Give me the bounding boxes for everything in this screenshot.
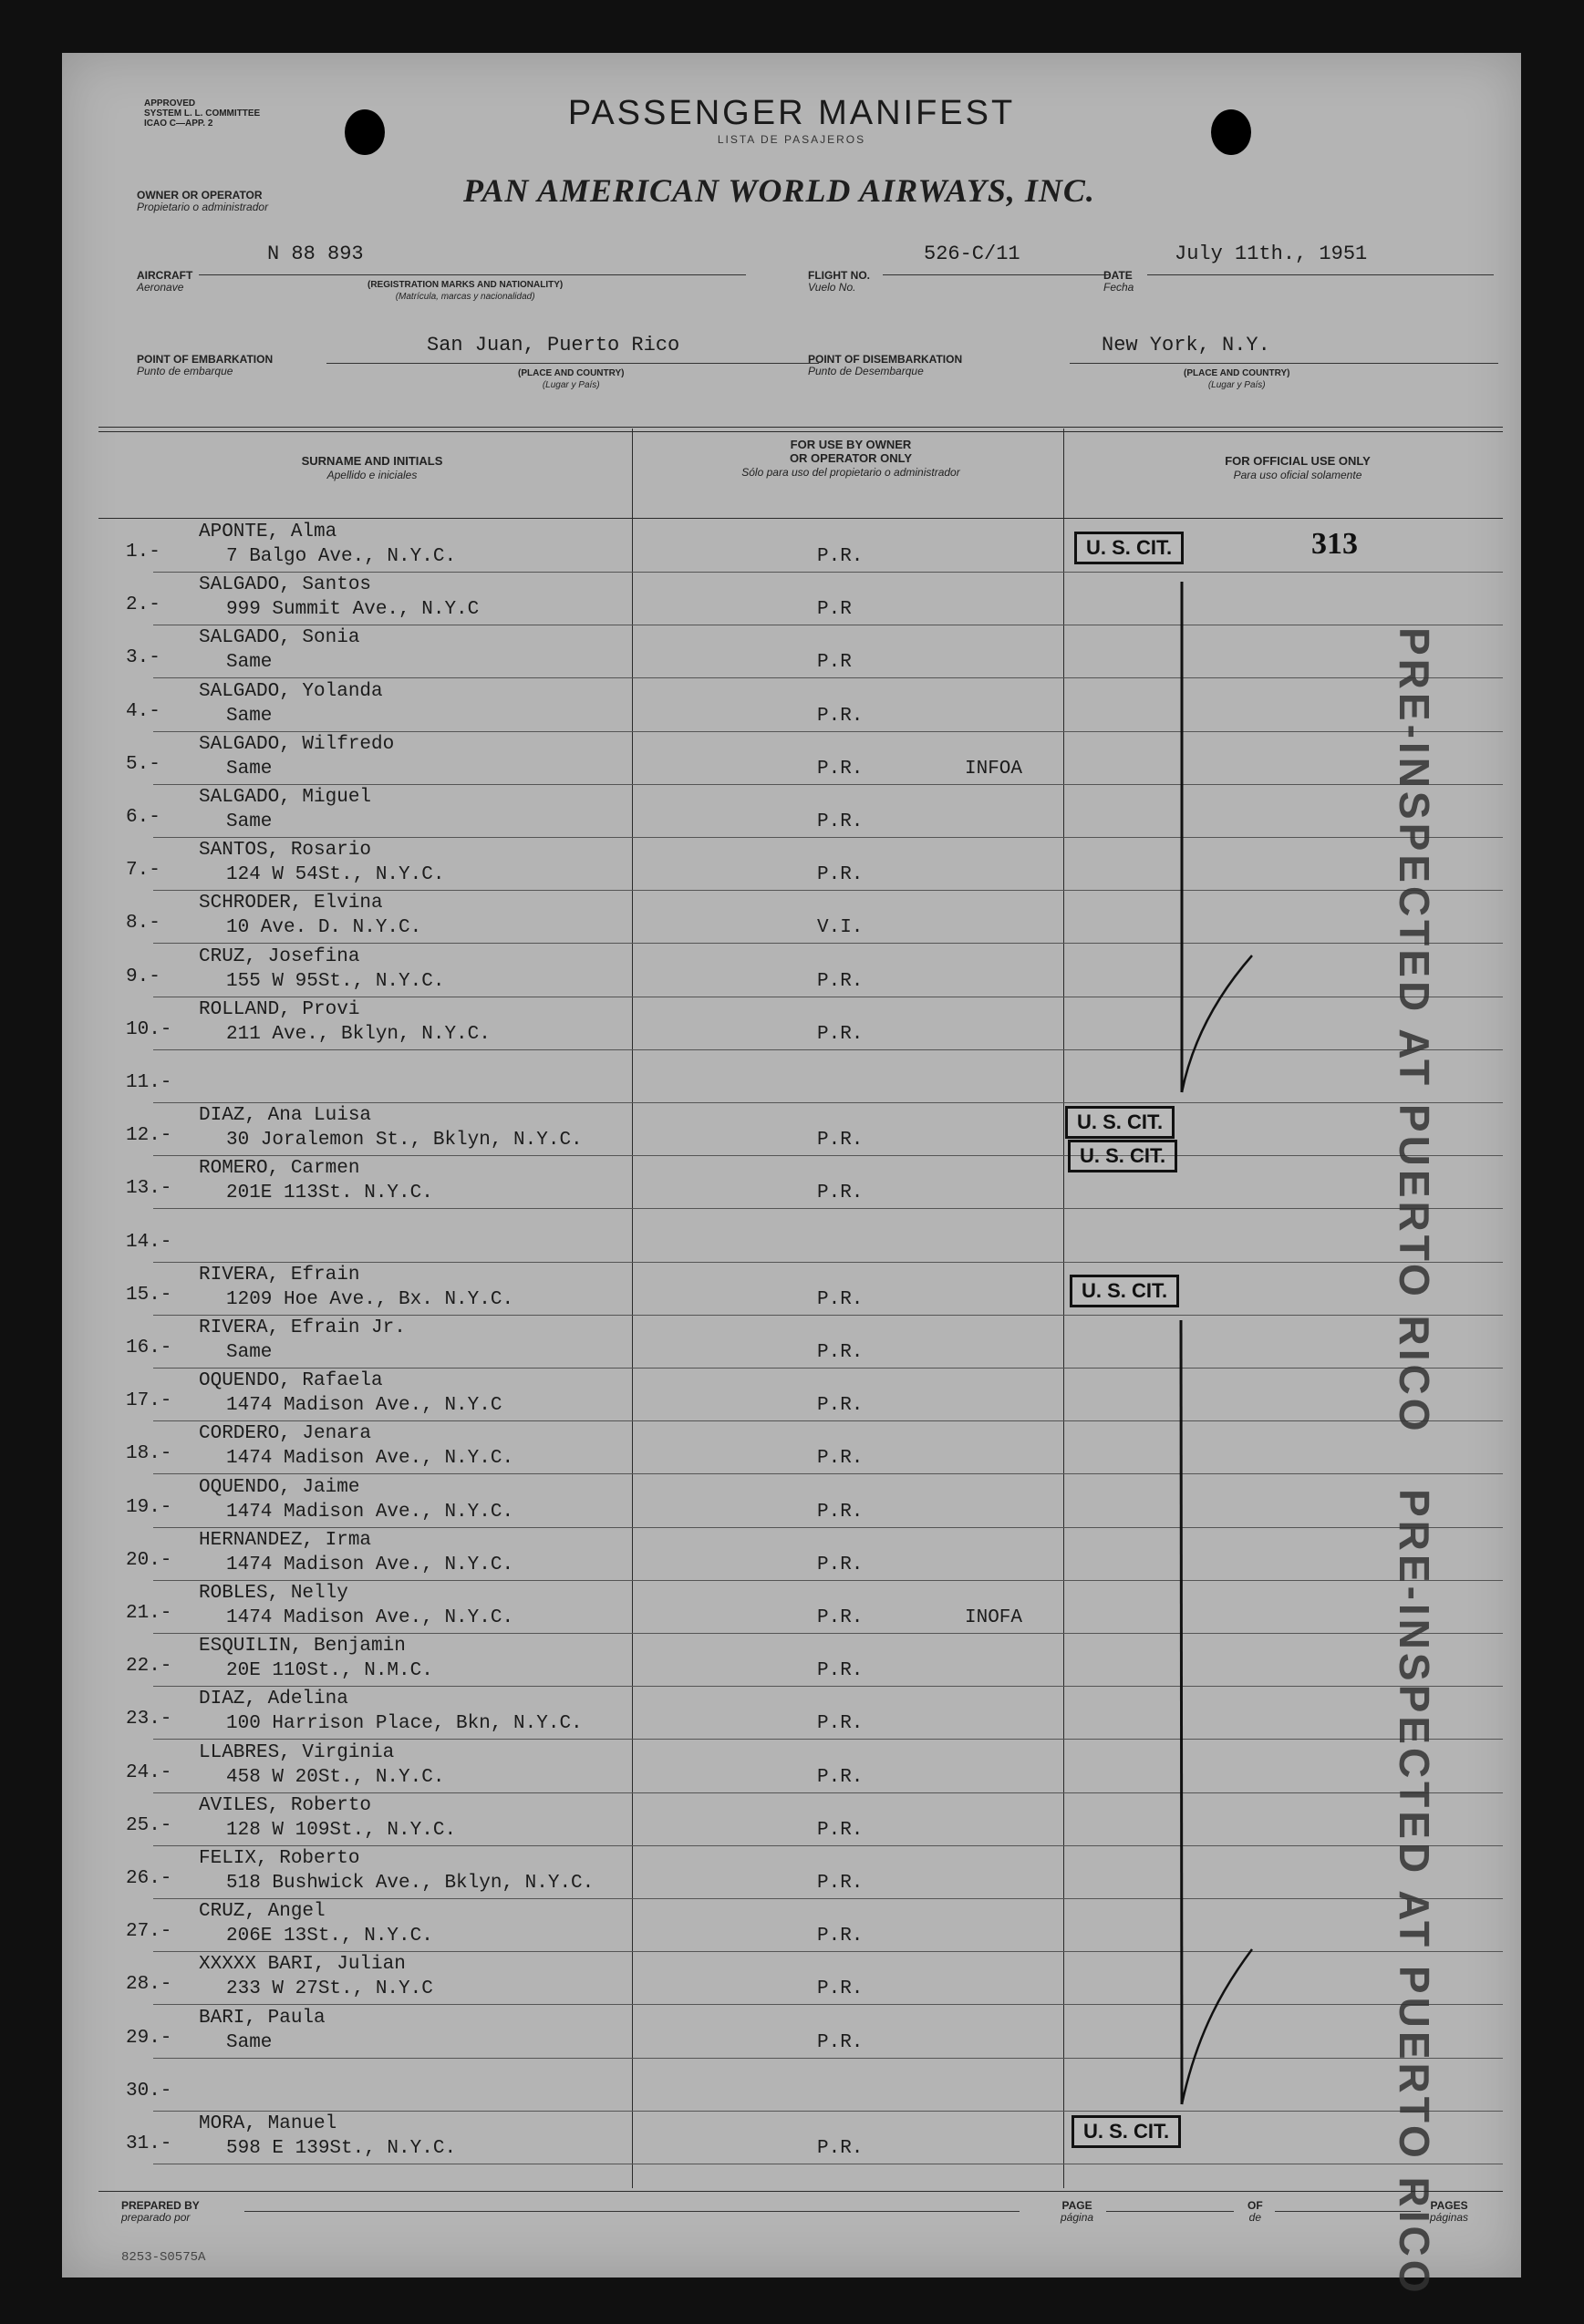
passenger-address: 518 Bushwick Ave., Bklyn, N.Y.C. xyxy=(226,1873,595,1894)
page-label-es: página xyxy=(1061,2211,1094,2224)
pages-label-es: páginas xyxy=(1430,2211,1469,2224)
passenger-address: 20E 110St., N.M.C. xyxy=(226,1660,433,1682)
row-number: 24.- xyxy=(126,1761,172,1783)
manifest-sheet xyxy=(62,53,1521,2297)
passenger-nationality: P.R. xyxy=(817,1607,864,1628)
passenger-name: OQUENDO, Rafaela xyxy=(199,1370,383,1392)
passenger-address: 1474 Madison Ave., N.Y.C. xyxy=(226,1448,514,1470)
passenger-address: Same xyxy=(226,2031,273,2053)
table-bottom-rule xyxy=(98,2191,1503,2192)
passenger-name: DIAZ, Ana Luisa xyxy=(199,1105,372,1127)
passenger-nationality: P.R. xyxy=(817,1501,864,1523)
passenger-name: RIVERA, Efrain Jr. xyxy=(199,1317,406,1338)
passenger-name: BARI, Paula xyxy=(199,2007,326,2029)
of-label-es: de xyxy=(1248,2211,1262,2224)
passenger-address: 30 Joralemon St., Bklyn, N.Y.C. xyxy=(226,1130,583,1152)
passenger-name: ROMERO, Carmen xyxy=(199,1158,360,1180)
passenger-address: 1474 Madison Ave., N.Y.C. xyxy=(226,1607,514,1628)
passenger-nationality: P.R. xyxy=(817,864,864,886)
passenger-address: 201E 113St. N.Y.C. xyxy=(226,1183,433,1204)
row-number: 10.- xyxy=(126,1018,172,1040)
passenger-address: 128 W 109St., N.Y.C. xyxy=(226,1819,457,1841)
passenger-nationality: P.R. xyxy=(817,811,864,832)
passenger-name: SALGADO, Yolanda xyxy=(199,680,383,702)
passenger-name: SALGADO, Santos xyxy=(199,574,372,596)
aircraft-label: AIRCRAFT Aeronave xyxy=(137,269,193,294)
row-number: 31.- xyxy=(126,2133,172,2154)
disembark-underline xyxy=(1070,363,1498,364)
approved-text: APPROVED xyxy=(144,98,196,108)
page-line xyxy=(1106,2211,1234,2212)
embark-place-caption-es: (Lugar y País) xyxy=(542,380,600,390)
passenger-name: CRUZ, Josefina xyxy=(199,945,360,967)
passenger-name: ESQUILIN, Benjamin xyxy=(199,1636,406,1658)
passenger-name: ROLLAND, Provi xyxy=(199,998,360,1020)
passenger-nationality: P.R. xyxy=(817,970,864,992)
passenger-name: CORDERO, Jenara xyxy=(199,1423,372,1445)
passenger-address: 124 W 54St., N.Y.C. xyxy=(226,864,445,886)
page-label: PAGE página xyxy=(1061,2199,1094,2224)
passenger-address: 211 Ave., Bklyn, N.Y.C. xyxy=(226,1023,491,1045)
passenger-address: Same xyxy=(226,705,273,727)
passenger-nationality: P.R. xyxy=(817,546,864,567)
row-number: 28.- xyxy=(126,1974,172,1996)
passenger-name: OQUENDO, Jaime xyxy=(199,1476,360,1498)
row-number: 9.- xyxy=(126,966,160,987)
passenger-nationality: P.R. xyxy=(817,1448,864,1470)
passenger-nationality: P.R. xyxy=(817,1130,864,1152)
disembark-label-es: Punto de Desembarque xyxy=(808,365,924,377)
row-number: 22.- xyxy=(126,1656,172,1678)
passenger-nationality: P.R. xyxy=(817,1554,864,1575)
row-number: 12.- xyxy=(126,1125,172,1147)
passenger-address: 1474 Madison Ave., N.Y.C xyxy=(226,1395,502,1417)
disembark-place-caption-es: (Lugar y País) xyxy=(1207,380,1266,390)
passenger-name: AVILES, Roberto xyxy=(199,1794,372,1816)
us-cit-stamp-5: U. S. CIT. xyxy=(1072,2115,1181,2148)
passenger-nationality: P.R. xyxy=(817,758,864,780)
system-text: SYSTEM L. L. COMMITTEE xyxy=(144,108,261,119)
form-serial: 8253-S0575A xyxy=(121,2250,206,2265)
row-number: 3.- xyxy=(126,647,160,669)
row-number: 23.- xyxy=(126,1709,172,1730)
passenger-name: MORA, Manuel xyxy=(199,2113,337,2134)
flight-value: 526-C/11 xyxy=(924,243,1020,265)
embark-label: POINT OF EMBARKATION Punto de embarque xyxy=(137,353,274,377)
prepared-by-label-es: preparado por xyxy=(121,2211,191,2224)
row-number: 27.- xyxy=(126,1921,172,1943)
row-number: 8.- xyxy=(126,913,160,935)
passenger-nationality: P.R. xyxy=(817,2031,864,2053)
company-name: PAN AMERICAN WORLD AIRWAYS, INC. xyxy=(463,172,1095,209)
flight-underline xyxy=(883,274,1111,275)
passenger-nationality: P.R xyxy=(817,599,852,621)
passenger-name: DIAZ, Adelina xyxy=(199,1689,348,1710)
owner-label-es: Propietario o administrador xyxy=(137,201,269,213)
passenger-nationality: P.R. xyxy=(817,2138,864,2159)
passenger-nationality: P.R. xyxy=(817,1183,864,1204)
embark-value: San Juan, Puerto Rico xyxy=(427,334,680,356)
passenger-nationality: P.R. xyxy=(817,1713,864,1735)
row-number: 7.- xyxy=(126,860,160,882)
passenger-address: 10 Ave. D. N.Y.C. xyxy=(226,917,422,939)
passenger-nationality: P.R. xyxy=(817,1873,864,1894)
page-title: PASSENGER MANIFEST xyxy=(567,94,1016,132)
row-number: 15.- xyxy=(126,1284,172,1306)
row-number: 19.- xyxy=(126,1496,172,1518)
prepared-by-line xyxy=(244,2211,1020,2212)
passenger-address: 7 Balgo Ave., N.Y.C. xyxy=(226,546,457,567)
flight-label: FLIGHT NO. Vuelo No. xyxy=(808,269,870,294)
row-number: 20.- xyxy=(126,1549,172,1571)
passenger-address: 155 W 95St., N.Y.C. xyxy=(226,970,445,992)
row-number: 14.- xyxy=(126,1231,172,1253)
row-number: 29.- xyxy=(126,2027,172,2049)
disembark-place-caption: (PLACE AND COUNTRY) (Lugar y País) xyxy=(1184,368,1290,390)
passenger-address: 100 Harrison Place, Bkn, N.Y.C. xyxy=(226,1713,583,1735)
passenger-address: Same xyxy=(226,652,273,674)
passenger-row xyxy=(98,2112,1503,2164)
row-number: 21.- xyxy=(126,1603,172,1624)
registration-caption: (REGISTRATION MARKS AND NATIONALITY) (Matrícula, marcas y nacionalidad) xyxy=(368,280,564,302)
passenger-address: Same xyxy=(226,758,273,780)
column-header-surname-es: Apellido e iniciales xyxy=(326,469,418,481)
row-number: 16.- xyxy=(126,1338,172,1358)
passenger-address: 458 W 20St., N.Y.C. xyxy=(226,1766,445,1788)
passenger-nationality: P.R xyxy=(817,652,852,674)
pages-label: PAGES páginas xyxy=(1430,2199,1469,2224)
embark-underline xyxy=(326,363,819,364)
passenger-name: FELIX, Roberto xyxy=(199,1848,360,1869)
passenger-remark: INFOA xyxy=(965,758,1023,780)
row-number: 5.- xyxy=(126,753,160,775)
passenger-remark: INOFA xyxy=(965,1607,1023,1628)
owner-label: OWNER OR OPERATOR Propietario o administrador xyxy=(137,189,269,213)
row-number: 25.- xyxy=(126,1814,172,1836)
row-number: 1.- xyxy=(126,542,160,563)
row-number: 6.- xyxy=(126,807,160,828)
column-header-operator: FOR USE BY OWNER OR OPERATOR ONLY Sólo para uso del propietario o administrador xyxy=(741,438,960,479)
table-top-rule xyxy=(98,427,1503,428)
passenger-nationality: P.R. xyxy=(817,1766,864,1788)
passenger-name: HERNANDEZ, Irma xyxy=(199,1529,372,1551)
passenger-address: 1209 Hoe Ave., Bx. N.Y.C. xyxy=(226,1288,514,1310)
passenger-nationality: P.R. xyxy=(817,1342,864,1363)
of-line xyxy=(1275,2211,1421,2212)
embark-label-es: Punto de embarque xyxy=(137,365,233,377)
row-number: 13.- xyxy=(126,1178,172,1200)
us-cit-stamp-1: U. S. CIT. xyxy=(1074,532,1184,564)
us-cit-stamp-4: U. S. CIT. xyxy=(1070,1275,1179,1307)
row-number: 30.- xyxy=(126,2080,172,2102)
disembark-label: POINT OF DISEMBARKATION Punto de Desembarque xyxy=(808,353,963,377)
date-value: July 11th., 1951 xyxy=(1175,243,1368,265)
aircraft-label-es: Aeronave xyxy=(137,281,184,294)
passenger-nationality: P.R. xyxy=(817,1023,864,1045)
flight-label-es: Vuelo No. xyxy=(808,281,856,294)
row-number: 18.- xyxy=(126,1443,172,1465)
passenger-name: SANTOS, Rosario xyxy=(199,840,372,862)
passenger-nationality: P.R. xyxy=(817,1819,864,1841)
prepared-by-label: PREPARED BY preparado por xyxy=(121,2199,200,2224)
passenger-count-number: 313 xyxy=(1311,527,1358,561)
aircraft-value: N 88 893 xyxy=(267,243,364,265)
passenger-nationality: P.R. xyxy=(817,1978,864,2000)
passenger-nationality: P.R. xyxy=(817,1395,864,1417)
us-cit-stamp-2: U. S. CIT. xyxy=(1065,1106,1175,1139)
disembark-value: New York, N.Y. xyxy=(1102,334,1270,356)
passenger-name: SALGADO, Sonia xyxy=(199,627,360,649)
passenger-address: 206E 13St., N.Y.C. xyxy=(226,1926,433,1947)
passenger-name: SALGADO, Miguel xyxy=(199,787,372,808)
official-check-marks xyxy=(1065,563,1302,2113)
column-header-operator-es: Sólo para uso del propietario o administrador xyxy=(741,466,960,479)
column-header-surname: SURNAME AND INITIALS Apellido e iniciales xyxy=(301,454,443,481)
date-label-es: Fecha xyxy=(1103,281,1134,294)
table-top-rule-2 xyxy=(98,431,1503,432)
aircraft-underline xyxy=(199,274,746,275)
passenger-address: 1474 Madison Ave., N.Y.C. xyxy=(226,1501,514,1523)
row-number: 2.- xyxy=(126,594,160,616)
passenger-address: 1474 Madison Ave., N.Y.C. xyxy=(226,1554,514,1575)
passenger-name: XXXXX BARI, Julian xyxy=(199,1954,406,1976)
of-label: OF de xyxy=(1248,2199,1263,2224)
passenger-address: 598 E 139St., N.Y.C. xyxy=(226,2138,457,2159)
preinspected-stamp-upper: PRE-INSPECTED AT PUERTO RICO xyxy=(1391,627,1438,1435)
row-number: 17.- xyxy=(126,1390,172,1412)
passenger-address: 999 Summit Ave., N.Y.C xyxy=(226,599,480,621)
row-number: 4.- xyxy=(126,700,160,722)
passenger-name: ROBLES, Nelly xyxy=(199,1583,348,1604)
column-header-official: FOR OFFICIAL USE ONLY Para uso oficial solamente xyxy=(1225,454,1371,481)
passenger-nationality: P.R. xyxy=(817,1926,864,1947)
date-underline xyxy=(1147,274,1494,275)
row-number: 26.- xyxy=(126,1868,172,1889)
passenger-nationality: P.R. xyxy=(817,1288,864,1310)
embark-place-caption: (PLACE AND COUNTRY) (Lugar y País) xyxy=(518,368,625,390)
passenger-name: RIVERA, Efrain xyxy=(199,1264,360,1286)
passenger-name: CRUZ, Angel xyxy=(199,1901,326,1923)
passenger-nationality: P.R. xyxy=(817,705,864,727)
passenger-name: SALGADO, Wilfredo xyxy=(199,733,395,755)
header-bottom-rule xyxy=(98,518,1503,519)
registration-caption-es: (Matrícula, marcas y nacionalidad) xyxy=(395,292,535,302)
page-subtitle: LISTA DE PASAJEROS xyxy=(717,133,866,146)
passenger-name: APONTE, Alma xyxy=(199,522,337,542)
date-label: DATE Fecha xyxy=(1103,269,1134,294)
passenger-address: 233 W 27St., N.Y.C xyxy=(226,1978,433,2000)
passenger-name: LLABRES, Virginia xyxy=(199,1741,395,1763)
passenger-nationality: V.I. xyxy=(817,917,864,939)
us-cit-stamp-3: U. S. CIT. xyxy=(1068,1140,1177,1172)
passenger-nationality: P.R. xyxy=(817,1660,864,1682)
passenger-name: SCHRODER, Elvina xyxy=(199,893,383,914)
passenger-address: Same xyxy=(226,1342,273,1363)
row-number: 11.- xyxy=(126,1072,172,1093)
app-text: ICAO C—APP. 2 xyxy=(144,119,213,129)
preinspected-stamp-lower: PRE-INSPECTED AT PUERTO RICO xyxy=(1391,1489,1438,2297)
column-header-official-es: Para uso oficial solamente xyxy=(1233,469,1362,481)
passenger-address: Same xyxy=(226,811,273,832)
